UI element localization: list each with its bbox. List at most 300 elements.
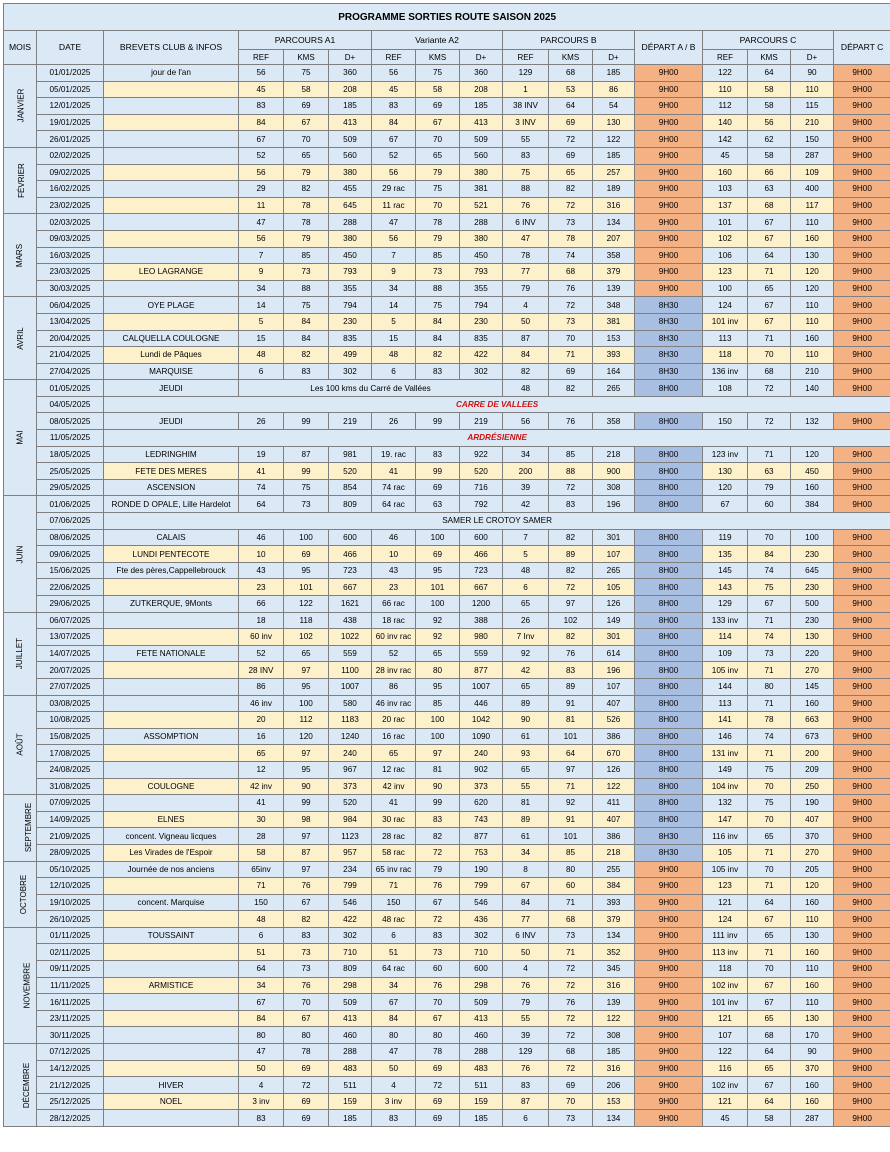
date-cell: 23/03/2025 (37, 264, 104, 281)
c-ref: 129 (703, 596, 748, 613)
a2-kms: 69 (416, 546, 460, 563)
a2-ref: 52 (372, 147, 416, 164)
c-dplus: 160 (791, 1077, 834, 1094)
a2-dplus: 240 (460, 745, 503, 762)
a1-kms: 118 (284, 612, 329, 629)
b-ref: 56 (503, 413, 549, 430)
depart-c: 9H00 (834, 695, 890, 712)
a2-kms: 63 (416, 496, 460, 513)
header-date: DATE (37, 31, 104, 65)
date-cell: 01/06/2025 (37, 496, 104, 513)
c-dplus: 673 (791, 728, 834, 745)
a1-kms: 67 (284, 1010, 329, 1027)
a1-ref: 14 (239, 297, 284, 314)
c-kms: 71 (748, 944, 791, 961)
table-row (4, 147, 890, 164)
a1-dplus: 520 (329, 463, 372, 480)
a2-ref: 3 inv (372, 1093, 416, 1110)
depart-c: 9H00 (834, 911, 890, 928)
date-cell: 29/06/2025 (37, 596, 104, 613)
c-dplus: 400 (791, 181, 834, 198)
table-row (4, 230, 890, 247)
month-label: JUIN (4, 496, 37, 612)
b-ref: 6 (503, 579, 549, 596)
a1-ref: 3 inv (239, 1093, 284, 1110)
a2-ref: 12 rac (372, 761, 416, 778)
a2-dplus: 922 (460, 446, 503, 463)
c-ref: 105 inv (703, 861, 748, 878)
brevet-info: ASCENSION (104, 479, 239, 496)
c-ref: 122 (703, 65, 748, 82)
depart-c: 9H00 (834, 230, 890, 247)
b-kms: 82 (549, 562, 593, 579)
table-row (4, 65, 890, 82)
a1-ref: 71 (239, 878, 284, 895)
a1-ref: 29 (239, 181, 284, 198)
b-kms: 71 (549, 944, 593, 961)
c-ref: 102 (703, 230, 748, 247)
date-cell: 12/10/2025 (37, 878, 104, 895)
a2-dplus: 560 (460, 147, 503, 164)
date-cell: 21/09/2025 (37, 828, 104, 845)
a2-ref: 50 (372, 1060, 416, 1077)
a1-kms: 78 (284, 197, 329, 214)
table-row (4, 463, 890, 480)
b-kms: 72 (549, 479, 593, 496)
a1-dplus: 546 (329, 894, 372, 911)
a1-dplus: 580 (329, 695, 372, 712)
b-kms: 73 (549, 1110, 593, 1127)
date-cell: 30/03/2025 (37, 280, 104, 297)
b-dplus: 122 (593, 131, 635, 148)
depart-ab: 9H00 (635, 994, 703, 1011)
b-dplus: 393 (593, 347, 635, 364)
c-ref: 106 (703, 247, 748, 264)
c-kms: 56 (748, 114, 791, 131)
date-cell: 05/10/2025 (37, 861, 104, 878)
a1-ref: 83 (239, 98, 284, 115)
a1-dplus: 234 (329, 861, 372, 878)
a2-kms: 90 (416, 778, 460, 795)
b-ref: 42 (503, 662, 549, 679)
a1-ref: 56 (239, 230, 284, 247)
b-kms: 72 (549, 1060, 593, 1077)
table-row (4, 712, 890, 729)
a2-kms: 79 (416, 861, 460, 878)
month-label: JANVIER (4, 65, 37, 148)
c-ref: 119 (703, 529, 748, 546)
b-kms: 91 (549, 695, 593, 712)
header-parcours-b: PARCOURS B (503, 31, 635, 50)
b-dplus: 130 (593, 114, 635, 131)
table-row (4, 695, 890, 712)
a2-ref: 6 (372, 927, 416, 944)
c-ref: 45 (703, 147, 748, 164)
date-cell: 01/05/2025 (37, 380, 104, 397)
a1-kms: 100 (284, 695, 329, 712)
a1-kms: 99 (284, 413, 329, 430)
c-kms: 62 (748, 131, 791, 148)
a2-kms: 73 (416, 944, 460, 961)
b-dplus: 265 (593, 562, 635, 579)
a2-kms: 80 (416, 1027, 460, 1044)
brevet-info (104, 1010, 239, 1027)
b-dplus: 134 (593, 1110, 635, 1127)
b-ref: 6 (503, 1110, 549, 1127)
c-ref: 45 (703, 1110, 748, 1127)
depart-c: 9H00 (834, 330, 890, 347)
c-ref: 122 (703, 1044, 748, 1061)
a1-dplus: 460 (329, 1027, 372, 1044)
c-ref: 130 (703, 463, 748, 480)
c-dplus: 270 (791, 662, 834, 679)
a1-kms: 95 (284, 678, 329, 695)
date-cell: 25/05/2025 (37, 463, 104, 480)
c-ref: 113 (703, 330, 748, 347)
subheader-ref: REF (239, 50, 284, 65)
b-ref: 55 (503, 1010, 549, 1027)
depart-c: 9H00 (834, 961, 890, 978)
a1-kms: 78 (284, 1044, 329, 1061)
a2-dplus: 600 (460, 529, 503, 546)
a1-dplus: 380 (329, 164, 372, 181)
date-cell: 26/10/2025 (37, 911, 104, 928)
depart-ab: 8H00 (635, 778, 703, 795)
header-parcours-a1: PARCOURS A1 (239, 31, 372, 50)
c-dplus: 120 (791, 280, 834, 297)
c-dplus: 209 (791, 761, 834, 778)
c-kms: 67 (748, 994, 791, 1011)
c-ref: 112 (703, 98, 748, 115)
depart-ab: 9H00 (635, 961, 703, 978)
table-row (4, 1010, 890, 1027)
date-cell: 02/11/2025 (37, 944, 104, 961)
b-dplus: 255 (593, 861, 635, 878)
month-label: JUILLET (4, 612, 37, 695)
a2-dplus: 355 (460, 280, 503, 297)
a1-ref: 60 inv (239, 629, 284, 646)
a1-dplus: 499 (329, 347, 372, 364)
depart-c: 9H00 (834, 347, 890, 364)
b-dplus: 122 (593, 1010, 635, 1027)
c-dplus: 450 (791, 463, 834, 480)
a1-ref: 48 (239, 347, 284, 364)
c-ref: 146 (703, 728, 748, 745)
depart-ab: 9H00 (635, 65, 703, 82)
date-cell: 21/12/2025 (37, 1077, 104, 1094)
a2-ref: 14 (372, 297, 416, 314)
c-kms: 70 (748, 347, 791, 364)
table-row (4, 98, 890, 115)
table-row (4, 363, 890, 380)
c-dplus: 117 (791, 197, 834, 214)
depart-ab: 8H30 (635, 347, 703, 364)
a2-kms: 76 (416, 878, 460, 895)
b-ref: 5 (503, 546, 549, 563)
b-ref: 200 (503, 463, 549, 480)
a2-dplus: 483 (460, 1060, 503, 1077)
depart-ab: 9H00 (635, 1060, 703, 1077)
depart-c: 9H00 (834, 247, 890, 264)
a1-kms: 70 (284, 131, 329, 148)
a2-ref: 66 rac (372, 596, 416, 613)
b-kms: 74 (549, 247, 593, 264)
a1-ref: 56 (239, 164, 284, 181)
c-dplus: 270 (791, 844, 834, 861)
a1-ref: 12 (239, 761, 284, 778)
c-ref: 123 (703, 878, 748, 895)
b-dplus: 126 (593, 761, 635, 778)
a1-dplus: 809 (329, 961, 372, 978)
b-kms: 89 (549, 678, 593, 695)
b-ref: 88 (503, 181, 549, 198)
c-dplus: 110 (791, 297, 834, 314)
a1-dplus: 185 (329, 1110, 372, 1127)
subheader-dplus: D+ (329, 50, 372, 65)
b-ref: 76 (503, 197, 549, 214)
table-row (4, 114, 890, 131)
table-row (4, 513, 890, 530)
a1-dplus: 809 (329, 496, 372, 513)
table-row (4, 496, 890, 513)
a2-dplus: 1090 (460, 728, 503, 745)
c-kms: 75 (748, 795, 791, 812)
a2-kms: 60 (416, 961, 460, 978)
a2-ref: 11 rac (372, 197, 416, 214)
c-ref: 136 inv (703, 363, 748, 380)
table-row (4, 546, 890, 563)
a2-kms: 80 (416, 662, 460, 679)
a1-ref: 34 (239, 280, 284, 297)
a1-kms: 73 (284, 264, 329, 281)
a1-dplus: 793 (329, 264, 372, 281)
a1-dplus: 509 (329, 994, 372, 1011)
c-dplus: 160 (791, 330, 834, 347)
depart-ab: 9H00 (635, 927, 703, 944)
a1-dplus: 302 (329, 363, 372, 380)
c-dplus: 130 (791, 1010, 834, 1027)
depart-c: 9H00 (834, 264, 890, 281)
a2-kms: 85 (416, 695, 460, 712)
b-ref: 75 (503, 164, 549, 181)
depart-ab: 9H00 (635, 1093, 703, 1110)
subheader-kms: KMS (416, 50, 460, 65)
a2-kms: 67 (416, 114, 460, 131)
b-kms: 53 (549, 81, 593, 98)
a2-ref: 4 (372, 1077, 416, 1094)
a2-ref: 9 (372, 264, 416, 281)
a2-kms: 72 (416, 844, 460, 861)
c-kms: 80 (748, 678, 791, 695)
a2-dplus: 185 (460, 1110, 503, 1127)
c-dplus: 130 (791, 629, 834, 646)
brevet-info: Les Virades de l'Espoir (104, 844, 239, 861)
c-dplus: 110 (791, 994, 834, 1011)
c-ref: 116 (703, 1060, 748, 1077)
b-ref: 47 (503, 230, 549, 247)
a2-dplus: 219 (460, 413, 503, 430)
depart-c: 9H00 (834, 778, 890, 795)
b-dplus: 139 (593, 280, 635, 297)
brevet-info (104, 1027, 239, 1044)
a2-ref: 48 rac (372, 911, 416, 928)
c-dplus: 90 (791, 1044, 834, 1061)
a1-ref: 67 (239, 131, 284, 148)
table-row (4, 396, 890, 413)
depart-ab: 8H00 (635, 546, 703, 563)
a2-ref: 6 (372, 363, 416, 380)
a1-dplus: 288 (329, 214, 372, 231)
a1-dplus: 380 (329, 230, 372, 247)
date-cell: 01/01/2025 (37, 65, 104, 82)
depart-c: 9H00 (834, 297, 890, 314)
b-dplus: 185 (593, 1044, 635, 1061)
b-dplus: 196 (593, 662, 635, 679)
b-kms: 68 (549, 65, 593, 82)
b-dplus: 358 (593, 413, 635, 430)
date-cell: 14/07/2025 (37, 645, 104, 662)
b-dplus: 107 (593, 678, 635, 695)
a2-ref: 150 (372, 894, 416, 911)
b-dplus: 301 (593, 629, 635, 646)
date-cell: 05/01/2025 (37, 81, 104, 98)
depart-c: 9H00 (834, 1093, 890, 1110)
depart-c: 9H00 (834, 894, 890, 911)
table-row (4, 678, 890, 695)
a1-kms: 65 (284, 147, 329, 164)
a1-ref: 67 (239, 994, 284, 1011)
date-cell: 25/12/2025 (37, 1093, 104, 1110)
a2-dplus: 436 (460, 911, 503, 928)
a2-dplus: 460 (460, 1027, 503, 1044)
brevet-info (104, 214, 239, 231)
b-dplus: 316 (593, 977, 635, 994)
c-ref: 160 (703, 164, 748, 181)
depart-ab: 8H00 (635, 446, 703, 463)
b-kms: 64 (549, 98, 593, 115)
a1-dplus: 600 (329, 529, 372, 546)
c-dplus: 130 (791, 247, 834, 264)
month-label: SEPTEMBRE (4, 795, 37, 861)
c-kms: 58 (748, 147, 791, 164)
b-kms: 85 (549, 446, 593, 463)
a2-ref: 41 (372, 795, 416, 812)
a2-dplus: 520 (460, 463, 503, 480)
depart-c: 9H00 (834, 214, 890, 231)
a1-ref: 56 (239, 65, 284, 82)
c-kms: 64 (748, 247, 791, 264)
depart-ab: 8H00 (635, 695, 703, 712)
c-kms: 58 (748, 1110, 791, 1127)
b-kms: 82 (549, 529, 593, 546)
a1-kms: 120 (284, 728, 329, 745)
a1-dplus: 1022 (329, 629, 372, 646)
brevet-info: JEUDI (104, 413, 239, 430)
date-cell: 06/07/2025 (37, 612, 104, 629)
a2-dplus: 422 (460, 347, 503, 364)
a1-ref: 9 (239, 264, 284, 281)
c-kms: 64 (748, 894, 791, 911)
header-parcours-c: PARCOURS C (703, 31, 834, 50)
a1-ref: 6 (239, 363, 284, 380)
a2-kms: 99 (416, 413, 460, 430)
a2-dplus: 298 (460, 977, 503, 994)
a2-dplus: 792 (460, 496, 503, 513)
c-kms: 70 (748, 778, 791, 795)
a1-dplus: 559 (329, 645, 372, 662)
a1-dplus: 466 (329, 546, 372, 563)
brevet-info (104, 114, 239, 131)
b-kms: 80 (549, 861, 593, 878)
c-ref: 120 (703, 479, 748, 496)
c-kms: 71 (748, 878, 791, 895)
b-dplus: 218 (593, 844, 635, 861)
b-kms: 97 (549, 761, 593, 778)
a1-kms: 100 (284, 529, 329, 546)
c-kms: 84 (748, 546, 791, 563)
a2-kms: 95 (416, 678, 460, 695)
date-cell: 07/12/2025 (37, 1044, 104, 1061)
a1-kms: 80 (284, 1027, 329, 1044)
a2-ref: 42 inv (372, 778, 416, 795)
b-kms: 69 (549, 363, 593, 380)
date-cell: 29/05/2025 (37, 479, 104, 496)
c-ref: 111 inv (703, 927, 748, 944)
a1-kms: 85 (284, 247, 329, 264)
a2-ref: 16 rac (372, 728, 416, 745)
a1-kms: 76 (284, 878, 329, 895)
depart-c: 9H00 (834, 546, 890, 563)
subheader-dplus: D+ (593, 50, 635, 65)
b-kms: 65 (549, 164, 593, 181)
a1-kms: 84 (284, 330, 329, 347)
table-row (4, 861, 890, 878)
c-ref: 143 (703, 579, 748, 596)
b-dplus: 107 (593, 546, 635, 563)
a2-ref: 47 (372, 214, 416, 231)
b-ref: 84 (503, 894, 549, 911)
depart-ab: 8H00 (635, 380, 703, 397)
table-row (4, 811, 890, 828)
c-kms: 75 (748, 579, 791, 596)
a2-ref: 56 (372, 230, 416, 247)
a2-ref: 65 inv rac (372, 861, 416, 878)
depart-c: 9H00 (834, 131, 890, 148)
b-ref: 65 (503, 761, 549, 778)
table-row (4, 911, 890, 928)
b-dplus: 900 (593, 463, 635, 480)
table-row (4, 446, 890, 463)
b-dplus: 379 (593, 264, 635, 281)
b-dplus: 185 (593, 65, 635, 82)
b-dplus: 407 (593, 695, 635, 712)
a1-ref: 28 (239, 828, 284, 845)
month-label: OCTOBRE (4, 861, 37, 927)
a2-ref: 83 (372, 1110, 416, 1127)
subheader-dplus: D+ (460, 50, 503, 65)
b-kms: 82 (549, 380, 593, 397)
b-kms: 92 (549, 795, 593, 812)
a2-kms: 70 (416, 131, 460, 148)
brevet-info: TOUSSAINT (104, 927, 239, 944)
date-cell: 30/11/2025 (37, 1027, 104, 1044)
brevet-info: ARMISTICE (104, 977, 239, 994)
a1-ref: 5 (239, 313, 284, 330)
a2-dplus: 620 (460, 795, 503, 812)
a2-ref: 26 (372, 413, 416, 430)
a2-dplus: 723 (460, 562, 503, 579)
depart-c: 9H00 (834, 197, 890, 214)
